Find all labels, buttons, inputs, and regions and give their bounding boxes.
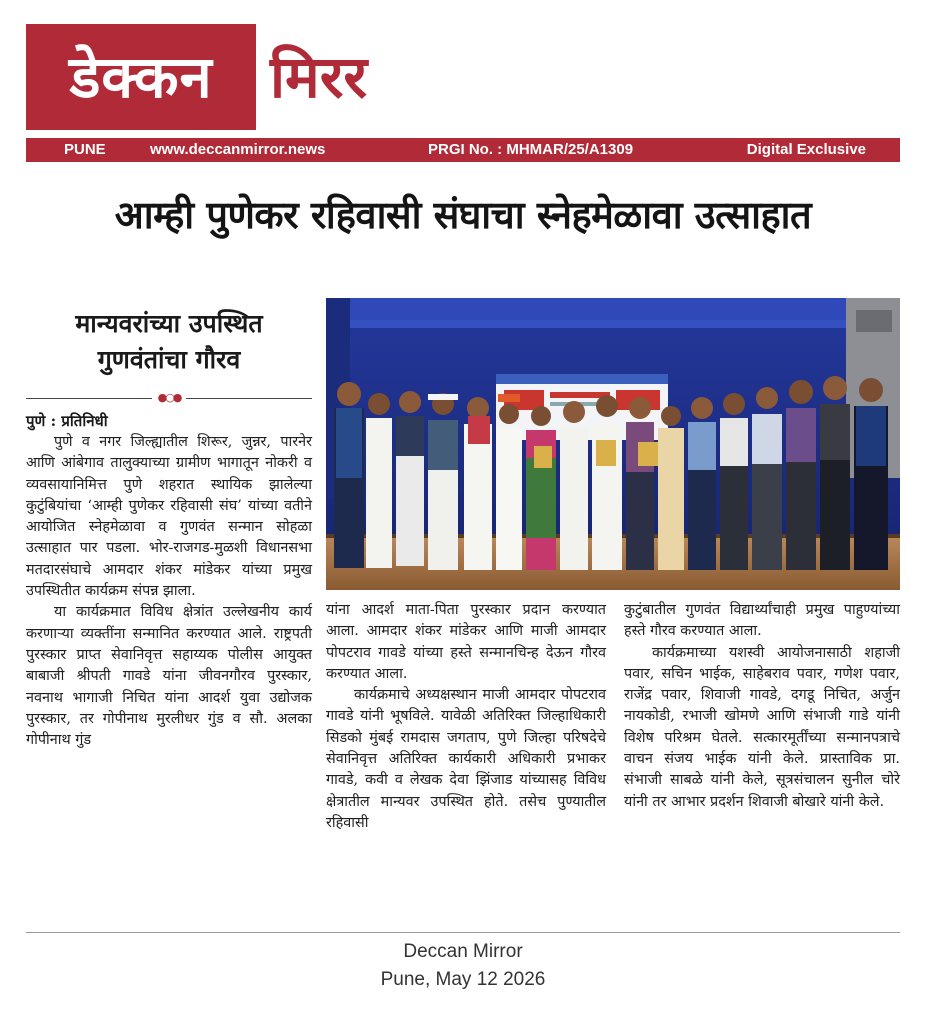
subhead-ornament [26, 393, 312, 405]
ornament-rule-left [26, 398, 152, 399]
footer-publication: Deccan Mirror [403, 941, 523, 962]
subhead-line-2: गुणवंतांचा गौरव [97, 345, 241, 374]
ornament-dots-icon: ●○● [157, 391, 181, 404]
article-column-2 [326, 600, 606, 834]
subhead-line-1: मान्यवरांच्या उपस्थित [75, 309, 263, 338]
page-footer [26, 938, 900, 994]
event-photo-illustration [326, 298, 900, 590]
masthead [26, 24, 900, 134]
article-headline: आम्ही पुणेकर रहिवासी संघाचा स्नेहमेळावा उत्साहात [114, 193, 812, 237]
footer-place-date: Pune, May 12 2026 [380, 969, 546, 990]
edition-tag: Digital Exclusive [746, 141, 866, 158]
col2-paragraph-2: कार्यक्रमाचे अध्यक्षस्थान माजी आमदार पोपटराव गावडे यांनी भूषविले. यावेळी अतिरिक्त जिल्हाधिकारी सिडको मुंबई रामदास जगताप, पुणे जिल्हा परिषदेचे सेवानिवृत्त अतिरिक्त कार्यकारी अधिकारी प्रभाकर गावडे, कवी व लेखक देवा झिंजाड यांच्यासह विविध क्षेत्रातील मान्यवर उपस्थित होते. तसेच पुण्यातील रहिवासी [326, 687, 606, 831]
col1-paragraph-2: या कार्यक्रमात विविध क्षेत्रांत उल्लेखनीय कार्य करणाऱ्या व्यक्तींना सन्मानित करण्यात आले. राष्ट्रपती पुरस्कार प्राप्त सेवानिवृत्त सहाय्यक पोलीस आयुक्त बाबाजी श्रीपती गावडे यांना जीवनगौरव पुरस्कार, नवनाथ भागाजी निचित यांना आदर्श युवा उद्योजक पुरस्कार, तर गोपीनाथ मुरलीधर गुंड व सौ. अलका गोपीनाथ गुंड [26, 604, 312, 749]
article-subhead [26, 306, 312, 378]
col2-paragraph-1: यांना आदर्श माता-पिता पुरस्कार प्रदान करण्यात आला. आमदार शंकर मांडेकर आणि माजी आमदार पोपटराव गावडे यांच्या हस्ते सन्मानचिन्ह देऊन गौरव करण्यात आला. [326, 602, 606, 682]
event-photo [326, 298, 900, 590]
prgi-number: PRGI No. : MHMAR/25/A1309 [428, 141, 634, 158]
ornament-rule-right [186, 398, 312, 399]
col3-paragraph-1: कुटुंबातील गुणवंत विद्यार्थ्यांचाही प्रमुख पाहुण्यांच्या हस्ते गौरव करण्यात आला. [624, 602, 900, 640]
masthead-info-bar [26, 138, 900, 162]
logo-word-deccan: डेक्कन [26, 24, 256, 130]
col1-paragraph-1: पुणे व नगर जिल्ह्यातील शिरूर, जुन्नर, पारनेर आणि आंबेगाव तालुक्याच्या ग्रामीण भागातून नोकरी व व्यवसायानिमित्त पुणे शहरात स्थायिक झालेल्या कुटुंबियांचा ‘आम्ही पुणेकर रहिवासी संघ’ यांच्या वतीने आयोजित स्नेहमेळावा व गुणवंत सन्मान सोहळा उत्साहात पार पडला. भोर-राजगड-मुळशी विधानसभा मतदारसंघाचे आमदार शंकर मांडेकर यांच्या प्रमुख उपस्थितीत कार्यक्रम संपन्न झाला. [26, 434, 312, 600]
website-link[interactable]: www.deccanmirror.news [150, 141, 326, 158]
edition-city: PUNE [64, 141, 106, 158]
article-column-3 [624, 600, 900, 813]
footer-divider [26, 932, 900, 933]
logo-word-mirror: मिरर [270, 43, 368, 111]
article-column-1 [26, 432, 312, 751]
col3-paragraph-2: कार्यक्रमाच्या यशस्वी आयोजनासाठी शहाजी पवार, सचिन भाईक, साहेबराव पवार, गणेश पवार, राजेंद्र पवार, शिवाजी गावडे, दगडू निचित, अर्जुन नायकोडी, रभाजी खोमणे आणि संभाजी गाडे यांनी विशेष परिश्रम घेतले. सत्कारमूर्तींच्या सन्मानपत्राचे वाचन संजय भाईक यांनी केले. प्रास्ताविक प्रा. संभाजी साबळे यांनी केले, सूत्रसंचालन सुनील चोरे यांनी तर आभार प्रदर्शन शिवाजी बोखारे यांनी केले. [624, 644, 900, 810]
article-dateline: पुणे : प्रतिनिधी [26, 412, 108, 430]
